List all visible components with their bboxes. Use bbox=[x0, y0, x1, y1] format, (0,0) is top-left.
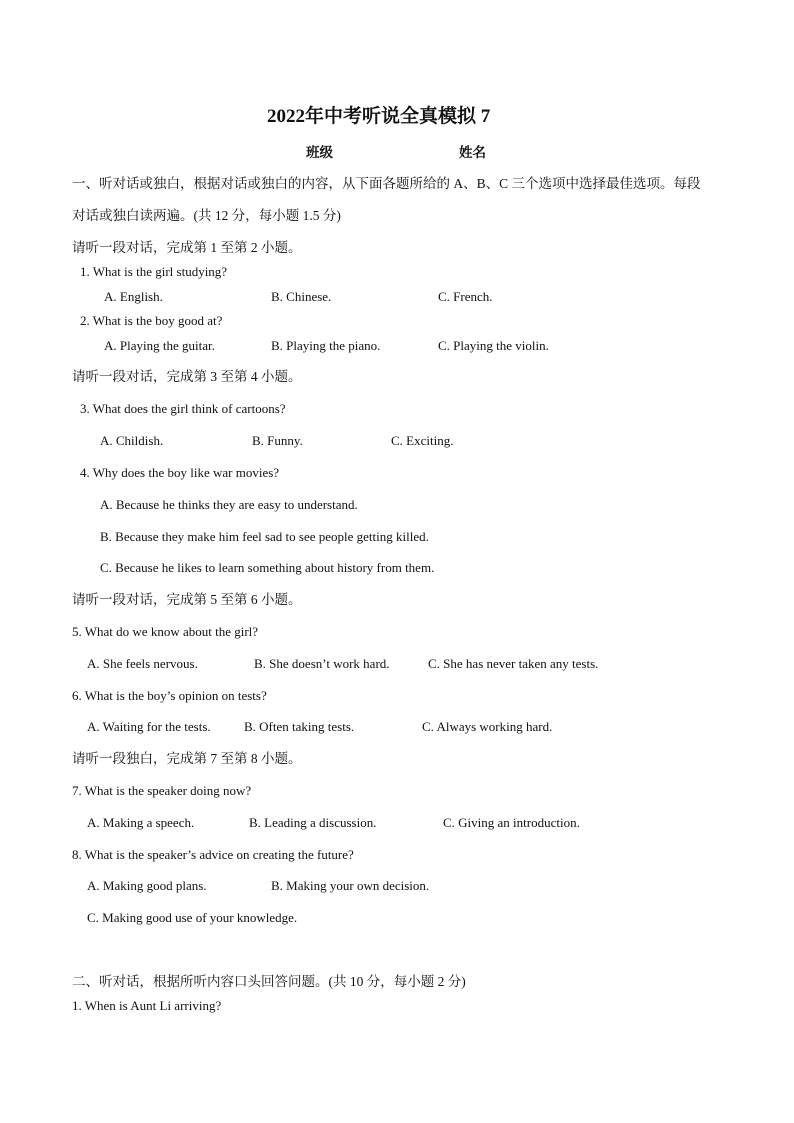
question-stem: 7. What is the speaker doing now? bbox=[72, 783, 252, 798]
option-a: A. She feels nervous. bbox=[87, 656, 198, 671]
option-a: A. Because he thinks they are easy to understand. bbox=[100, 497, 358, 512]
question-stem: 5. What do we know about the girl? bbox=[72, 624, 259, 639]
question-stem: 2. What is the boy good at? bbox=[80, 313, 223, 328]
option-c: C. Always working hard. bbox=[422, 719, 553, 734]
option-c: C. Exciting. bbox=[391, 433, 454, 448]
option-a: A. English. bbox=[104, 289, 163, 304]
option-c: C. Making good use of your knowledge. bbox=[87, 910, 298, 925]
group-instruction: 请听一段对话，完成第 1 至第 2 小题。 bbox=[72, 240, 302, 255]
option-c: C. Because he likes to learn something about history from them. bbox=[100, 560, 435, 575]
option-b: B. Funny. bbox=[252, 433, 303, 448]
question-stem: 1. What is the girl studying? bbox=[80, 264, 228, 279]
option-b: B. She doesn’t work hard. bbox=[254, 656, 390, 671]
option-a: A. Making good plans. bbox=[87, 878, 207, 893]
option-a: A. Waiting for the tests. bbox=[87, 719, 211, 734]
question-stem: 6. What is the boy’s opinion on tests? bbox=[72, 688, 267, 703]
question-stem: 8. What is the speaker’s advice on creating the future? bbox=[72, 847, 354, 862]
name-label: 姓名 bbox=[459, 145, 486, 160]
group-instruction: 请听一段对话，完成第 3 至第 4 小题。 bbox=[72, 369, 302, 384]
question-stem: 1. When is Aunt Li arriving? bbox=[72, 998, 222, 1013]
group-instruction: 请听一段对话，完成第 5 至第 6 小题。 bbox=[72, 592, 302, 607]
option-b: B. Leading a discussion. bbox=[249, 815, 377, 830]
question-stem: 3. What does the girl think of cartoons? bbox=[80, 401, 286, 416]
section1-heading-line1: 一、听对话或独白，根据对话或独白的内容，从下面各题所给的 A、B、C 三个选项中选择最佳选项。每段 bbox=[72, 176, 701, 191]
page-title: 2022年中考听说全真模拟 7 bbox=[267, 106, 491, 127]
option-c: C. Playing the violin. bbox=[438, 338, 549, 353]
option-b: B. Because they make him feel sad to see people getting killed. bbox=[100, 529, 429, 544]
group-instruction: 请听一段独白，完成第 7 至第 8 小题。 bbox=[72, 751, 302, 766]
option-b: B. Chinese. bbox=[271, 289, 332, 304]
option-a: A. Making a speech. bbox=[87, 815, 195, 830]
class-label: 班级 bbox=[306, 145, 333, 160]
option-a: A. Childish. bbox=[100, 433, 164, 448]
option-b: B. Playing the piano. bbox=[271, 338, 381, 353]
option-a: A. Playing the guitar. bbox=[104, 338, 215, 353]
option-c: C. French. bbox=[438, 289, 493, 304]
section2-heading: 二、听对话，根据所听内容口头回答问题。(共 10 分，每小题 2 分) bbox=[72, 974, 466, 989]
option-b: B. Making your own decision. bbox=[271, 878, 430, 893]
question-stem: 4. Why does the boy like war movies? bbox=[80, 465, 280, 480]
option-b: B. Often taking tests. bbox=[244, 719, 355, 734]
option-c: C. Giving an introduction. bbox=[443, 815, 580, 830]
option-c: C. She has never taken any tests. bbox=[428, 656, 599, 671]
section1-heading-line2: 对话或独白读两遍。(共 12 分，每小题 1.5 分) bbox=[72, 208, 341, 223]
